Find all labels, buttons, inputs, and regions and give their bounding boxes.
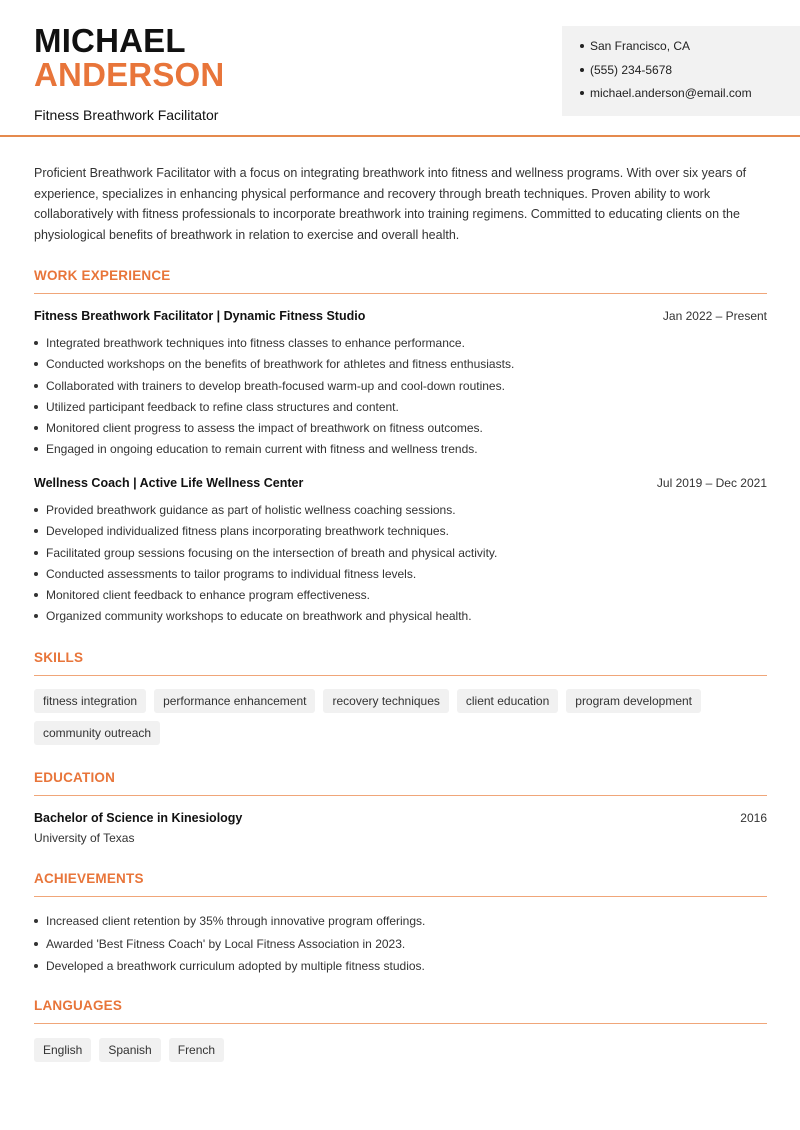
bullet-icon: [34, 508, 38, 512]
location-text: San Francisco, CA: [590, 39, 691, 53]
bullet-text: Monitored client feedback to enhance program effectiveness.: [46, 588, 370, 603]
bullet-icon: [34, 405, 38, 409]
achievements-list: [34, 913, 767, 981]
contact-location: [580, 38, 800, 62]
bullet-text: Developed individualized fitness plans incorporating breathwork techniques.: [46, 524, 449, 539]
list-item: [34, 399, 767, 420]
bullet-text: Engaged in ongoing education to remain current with fitness and wellness trends.: [46, 442, 478, 457]
graduation-year: 2016: [740, 811, 767, 825]
list-item: [34, 441, 767, 462]
achievement-text: Awarded 'Best Fitness Coach' by Local Fitness Association in 2023.: [46, 936, 406, 951]
first-name: MICHAEL: [34, 22, 186, 59]
achievement-text: Developed a breathwork curriculum adopted by multiple fitness studios.: [46, 959, 425, 973]
list-item: [34, 420, 767, 441]
achievement-text: Increased client retention by 35% through innovative program offerings.: [46, 914, 426, 928]
bullet-icon: [34, 593, 38, 597]
contact-box: [562, 26, 800, 116]
bullet-icon: [34, 529, 38, 533]
section-title-languages: LANGUAGES: [34, 998, 767, 1024]
language-chip: French: [169, 1038, 224, 1062]
skill-chip: client education: [457, 689, 558, 713]
list-item: [34, 608, 767, 629]
bullet-icon: [34, 447, 38, 451]
bullet-icon: [580, 68, 584, 72]
bullet-icon: [34, 384, 38, 388]
bullet-text: Utilized participant feedback to refine class structures and content.: [46, 399, 399, 414]
skill-chip: community outreach: [34, 721, 160, 745]
list-item: [34, 566, 767, 587]
bullet-icon: [580, 91, 584, 95]
school-name: University of Texas: [34, 831, 135, 845]
section-title-education: EDUCATION: [34, 770, 767, 796]
bullet-icon: [34, 362, 38, 366]
professional-summary: Proficient Breathwork Facilitator with a focus on integrating breathwork into fitness and wellness programs. With over six years of experience, specializes in enhancing physical performance and recovery through breath techniques. Proven ability to work collaboratively with fitness professionals to incorporate breathwork into training regimens. Committed to educating clients on the physiological benefits of breathwork in relation to exercise and overall health.: [34, 166, 747, 243]
name-block: [34, 24, 224, 123]
bullet-icon: [34, 426, 38, 430]
skill-chip: fitness integration: [34, 689, 146, 713]
job-role: Wellness Coach | Active Life Wellness Center: [34, 476, 304, 490]
bullet-icon: [34, 572, 38, 576]
education-header: [34, 811, 767, 825]
bullet-icon: [34, 614, 38, 618]
bullet-icon: [34, 964, 38, 968]
job-role: Fitness Breathwork Facilitator | Dynamic Fitness Studio: [34, 309, 366, 323]
degree: Bachelor of Science in Kinesiology: [34, 811, 243, 825]
bullet-text: Conducted assessments to tailor programs to individual fitness levels.: [46, 566, 417, 581]
job-dates: Jul 2019 – Dec 2021: [656, 476, 767, 490]
list-item: [34, 545, 767, 566]
bullet-text: Conducted workshops on the benefits of breathwork for athletes and fitness enthusiasts.: [46, 357, 515, 372]
bullet-text: Monitored client progress to assess the impact of breathwork on fitness outcomes.: [46, 421, 483, 436]
bullet-icon: [34, 341, 38, 345]
list-item: [34, 936, 767, 959]
job-header: [34, 476, 767, 490]
skill-chip: recovery techniques: [323, 689, 448, 713]
contact-email: [580, 85, 800, 109]
list-item: [34, 913, 767, 936]
bullet-icon: [34, 551, 38, 555]
language-chip: Spanish: [99, 1038, 160, 1062]
list-item: [34, 356, 767, 377]
list-item: [34, 378, 767, 399]
list-item: [34, 335, 767, 356]
languages-list: [34, 1038, 767, 1062]
skill-chip: program development: [566, 689, 701, 713]
bullet-icon: [580, 44, 584, 48]
bullet-text: Collaborated with trainers to develop breath-focused warm-up and cool-down routines.: [46, 378, 505, 393]
job-bullets: [34, 335, 767, 463]
list-item: [34, 958, 767, 981]
bullet-text: Provided breathwork guidance as part of holistic wellness coaching sessions.: [46, 503, 456, 517]
skills-list: [34, 689, 767, 745]
bullet-text: Facilitated group sessions focusing on the intersection of breath and physical activity.: [46, 545, 498, 560]
job-bullets: [34, 502, 767, 630]
list-item: [34, 523, 767, 544]
job-header: [34, 309, 767, 323]
language-chip: English: [34, 1038, 91, 1062]
list-item: [34, 502, 767, 523]
skill-chip: performance enhancement: [154, 689, 315, 713]
bullet-icon: [34, 919, 38, 923]
contact-phone: [580, 62, 800, 86]
bullet-text: Integrated breathwork techniques into fitness classes to enhance performance.: [46, 336, 465, 350]
bullet-icon: [34, 942, 38, 946]
email-text: michael.anderson@email.com: [590, 86, 752, 100]
list-item: [34, 587, 767, 608]
phone-text: (555) 234-5678: [590, 62, 673, 77]
section-title-skills: SKILLS: [34, 650, 767, 676]
job-dates: Jan 2022 – Present: [662, 309, 767, 323]
section-title-work: WORK EXPERIENCE: [34, 268, 767, 294]
job-title: Fitness Breathwork Facilitator: [34, 107, 219, 123]
section-title-achievements: ACHIEVEMENTS: [34, 871, 767, 897]
resume-header: [0, 0, 800, 137]
last-name: ANDERSON: [34, 56, 225, 93]
bullet-text: Organized community workshops to educate on breathwork and physical health.: [46, 609, 472, 624]
